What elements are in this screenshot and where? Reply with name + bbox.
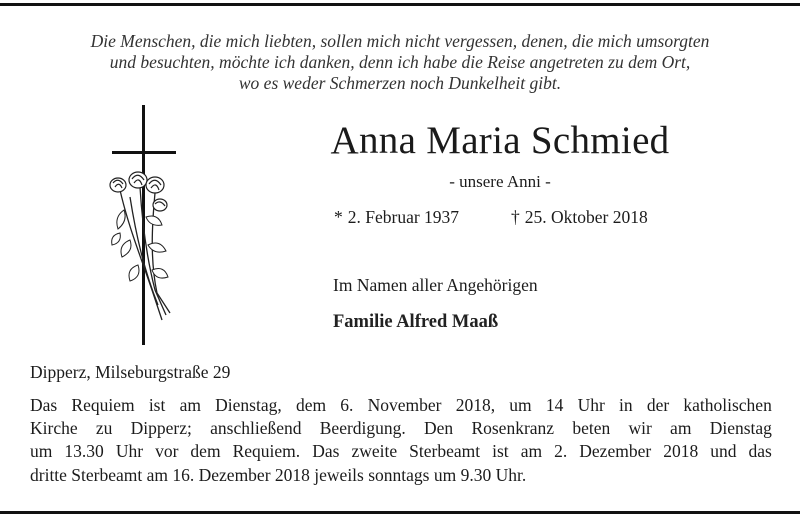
service-word: am: [520, 441, 543, 462]
birth-star-icon: *: [334, 207, 343, 227]
service-word: ist: [148, 395, 166, 415]
service-word: in: [618, 395, 633, 415]
service-word: um: [509, 395, 532, 415]
service-word: dem: [295, 395, 327, 415]
service-word: 2.: [554, 441, 568, 462]
service-word: Dienstag: [709, 418, 772, 439]
service-word: der: [646, 395, 670, 415]
service-word: Den: [424, 418, 454, 439]
service-word: ist: [492, 441, 509, 462]
service-details: [30, 394, 772, 487]
service-word: am: [179, 395, 201, 415]
deceased-name: Anna Maria Schmied: [330, 119, 670, 162]
death-date: [511, 205, 648, 229]
poem-verse: [40, 31, 760, 94]
service-word: 6.: [340, 395, 354, 415]
service-word: Uhr: [115, 441, 144, 462]
service-word: Beerdigung.: [319, 418, 406, 439]
birth-date: [334, 205, 459, 229]
service-word: Das: [312, 441, 340, 462]
service-line: [30, 417, 772, 440]
address: Dipperz, Milseburgstraße 29: [30, 362, 231, 382]
service-word: beten: [572, 418, 611, 439]
service-word: Das: [30, 395, 58, 415]
service-line: [30, 440, 772, 463]
birth-date-text: 2. Februar 1937: [347, 207, 460, 227]
death-date-text: 25. Oktober 2018: [524, 207, 648, 227]
service-word: katholischen: [683, 395, 772, 415]
family-signature: Familie Alfred Maaß: [333, 312, 499, 332]
top-border-rule: [0, 3, 800, 6]
service-word: 2018,: [455, 395, 496, 415]
deceased-nickname: - unsere Anni -: [449, 172, 551, 191]
poem-line: wo es weder Schmerzen noch Dunkelheit gibt.: [238, 73, 562, 93]
service-word: anschließend: [210, 418, 302, 439]
mourners-intro: Im Namen aller Angehörigen: [333, 275, 538, 295]
service-word: 2018: [663, 441, 699, 462]
cross-with-roses-icon: [100, 105, 190, 345]
poem-line: Die Menschen, die mich liebten, sollen mich nicht vergessen, denen, die mich umsorgten: [90, 31, 710, 51]
service-word: und: [710, 441, 737, 462]
service-word: Uhr: [577, 395, 605, 415]
service-word: 13.30: [64, 441, 104, 462]
service-word: 14: [545, 395, 564, 415]
service-word: Requiem.: [232, 441, 301, 462]
service-line: [30, 394, 772, 417]
service-word: Sterbeamt: [409, 441, 481, 462]
service-word: dem: [190, 441, 221, 462]
service-word: wir: [628, 418, 652, 439]
service-word: Rosenkranz: [471, 418, 555, 439]
service-word: um: [30, 441, 53, 462]
service-word: Requiem: [71, 395, 135, 415]
service-word: am: [670, 418, 692, 439]
service-word: Kirche: [30, 418, 78, 439]
poem-line: und besuchten, möchte ich danken, denn ich habe die Reise angetreten zu dem Ort,: [109, 52, 691, 72]
death-cross-icon: †: [511, 207, 520, 227]
service-word: vor: [155, 441, 179, 462]
bottom-border-rule: [0, 511, 800, 514]
service-word: Dezember: [579, 441, 652, 462]
service-word: November: [367, 395, 442, 415]
service-word: zu: [95, 418, 113, 439]
service-line: dritte Sterbeamt am 16. Dezember 2018 jeweils sonntags um 9.30 Uhr.: [30, 464, 527, 485]
service-word: zweite: [351, 441, 398, 462]
service-word: Dienstag,: [215, 395, 282, 415]
service-word: Dipperz;: [130, 418, 192, 439]
service-word: das: [748, 441, 772, 462]
